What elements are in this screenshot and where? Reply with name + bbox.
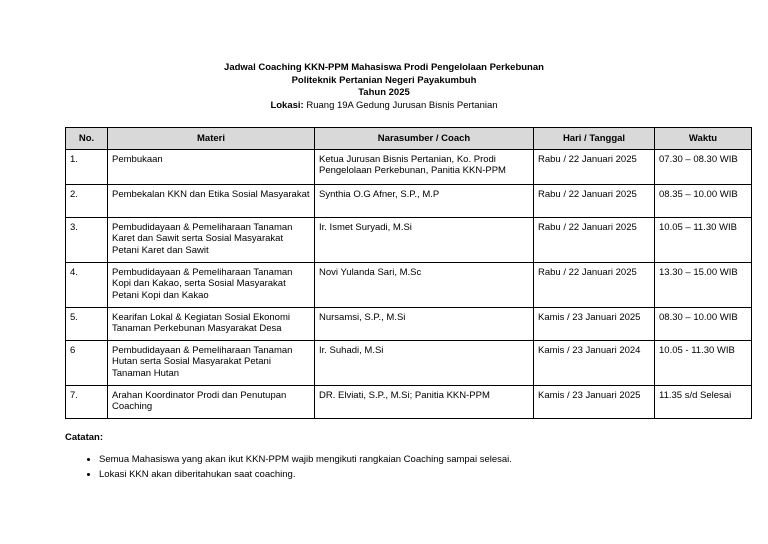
cell-date: Rabu / 22 Januari 2025: [534, 149, 655, 184]
cell-date: Kamis / 23 Januari 2025: [534, 307, 655, 340]
table-row: [66, 307, 752, 340]
cell-time: 08.35 – 10.00 WIB: [655, 184, 752, 217]
cell-materi: Arahan Koordinator Prodi dan Penutupan Coaching: [108, 385, 315, 418]
cell-materi: Pembudidayaan & Pemeliharaan Tanaman Kopi dan Kakao, serta Sosial Masyarakat Petani Kopi dan Kakao: [108, 262, 315, 307]
cell-no: 6: [66, 340, 108, 385]
cell-coach: Nursamsi, S.P., M.Si: [315, 307, 534, 340]
cell-date: Rabu / 22 Januari 2025: [534, 184, 655, 217]
cell-date: Rabu / 22 Januari 2025: [534, 262, 655, 307]
cell-coach: Synthia O.G Afner, S.P., M.P: [315, 184, 534, 217]
table-row: [66, 262, 752, 307]
table-row: [66, 149, 752, 184]
table-header-row: [66, 128, 752, 150]
cell-materi: Pembekalan KKN dan Etika Sosial Masyarakat: [108, 184, 315, 217]
cell-time: 10.05 - 11.30 WIB: [655, 340, 752, 385]
table-row: [66, 385, 752, 418]
list-item: • Lokasi KKN akan diberitahukan saat coaching.: [99, 467, 512, 482]
cell-date: Kamis / 23 Januari 2025: [534, 385, 655, 418]
cell-no: 7.: [66, 385, 108, 418]
schedule-table: [65, 127, 752, 419]
location-line: [0, 100, 768, 113]
cell-time: 07.30 – 08.30 WIB: [655, 149, 752, 184]
cell-time: 11.35 s/d Selesai: [655, 385, 752, 418]
notes-title: Catatan:: [65, 432, 104, 443]
cell-coach: Ketua Jurusan Bisnis Pertanian, Ko. Prodi Pengelolaan Perkebunan, Panitia KKN-PPM: [315, 149, 534, 184]
title-line-1: Jadwal Coaching KKN-PPM Mahasiswa Prodi Pengelolaan Perkebunan: [224, 62, 544, 73]
cell-materi: Pembukaan: [108, 149, 315, 184]
cell-date: Kamis / 23 Januari 2024: [534, 340, 655, 385]
column-header: Waktu: [655, 128, 752, 150]
cell-no: 1.: [66, 149, 108, 184]
cell-no: 5.: [66, 307, 108, 340]
table-row: [66, 340, 752, 385]
cell-materi: Pembudidayaan & Pemeliharaan Tanaman Hutan serta Sosial Masyarakat Petani Tanaman Hutan: [108, 340, 315, 385]
cell-no: 2.: [66, 184, 108, 217]
notes-list: [65, 452, 512, 482]
cell-time: 10.05 – 11.30 WIB: [655, 217, 752, 262]
cell-materi: Kearifan Lokal & Kegiatan Sosial Ekonomi Tanaman Perkebunan Masyarakat Desa: [108, 307, 315, 340]
column-header: Materi: [108, 128, 315, 150]
column-header: Narasumber / Coach: [315, 128, 534, 150]
cell-no: 4.: [66, 262, 108, 307]
list-item: • Semua Mahasiswa yang akan ikut KKN-PPM wajib mengikuti rangkaian Coaching sampai selesai.: [99, 452, 512, 467]
cell-time: 13.30 – 15.00 WIB: [655, 262, 752, 307]
cell-materi: Pembudidayaan & Pemeliharaan Tanaman Karet dan Sawit serta Sosial Masyarakat Petani Karet dan Sawit: [108, 217, 315, 262]
title-line-3: Tahun 2025: [358, 87, 410, 98]
column-header: Hari / Tanggal: [534, 128, 655, 150]
title-line-2: Politeknik Pertanian Negeri Payakumbuh: [291, 74, 477, 86]
cell-time: 08.30 – 10.00 WIB: [655, 307, 752, 340]
cell-coach: Novi Yulanda Sari, M.Sc: [315, 262, 534, 307]
cell-coach: DR. Elviati, S.P., M.Si; Panitia KKN-PPM: [315, 385, 534, 418]
cell-date: Rabu / 22 Januari 2025: [534, 217, 655, 262]
notes-section: [65, 430, 512, 482]
location-label: Lokasi:: [270, 99, 304, 111]
location-value: Ruang 19A Gedung Jurusan Bisnis Pertanian: [303, 99, 498, 111]
column-header: No.: [66, 128, 108, 150]
document-header: [0, 62, 768, 112]
cell-coach: Ir. Suhadi, M.Si: [315, 340, 534, 385]
table-row: [66, 217, 752, 262]
cell-no: 3.: [66, 217, 108, 262]
table-row: [66, 184, 752, 217]
cell-coach: Ir. Ismet Suryadi, M.Si: [315, 217, 534, 262]
